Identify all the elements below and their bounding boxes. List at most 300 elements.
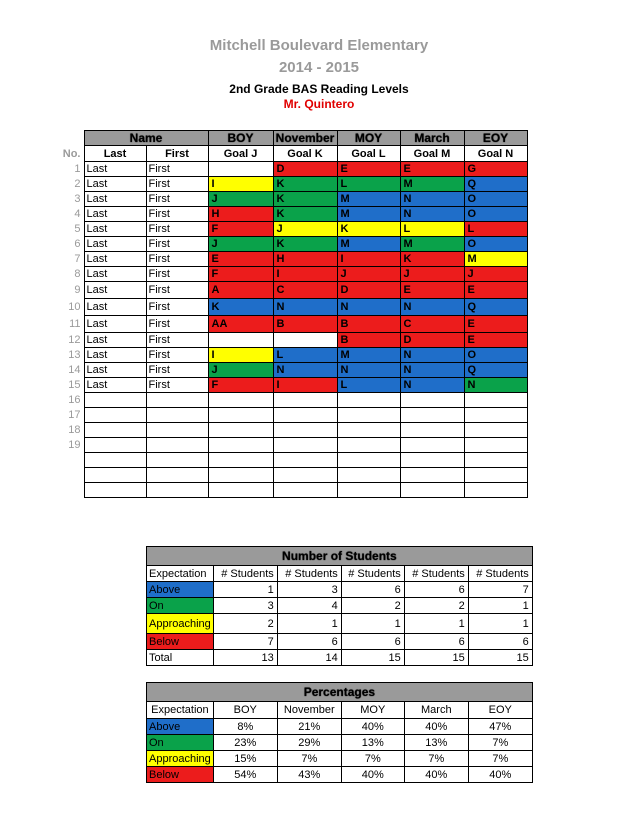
first-name-cell: First [146,299,208,316]
column-header: Goal N [464,146,527,162]
reading-level-cell: E [208,252,273,267]
reading-level-cell: J [208,192,273,207]
row-number: 4 [74,208,81,220]
row-number: 5 [74,223,81,235]
first-name-cell: First [146,348,208,363]
value-cell: 23% [213,735,277,751]
row-number: 14 [68,364,81,376]
last-name-cell: Last [84,222,146,237]
value-cell: 21% [277,719,341,735]
reading-level-cell: E [337,162,400,177]
counts-row [147,634,533,650]
reading-level-cell: E [464,333,527,348]
counts-header-row [147,566,533,582]
reading-level-cell [400,453,464,468]
student-row [52,408,527,423]
reading-level-cell [273,393,337,408]
value-cell: 7% [341,751,404,767]
last-name-cell: Last [84,363,146,378]
first-name-cell: First [146,333,208,348]
reading-level-cell [464,423,527,438]
reading-level-cell: N [400,378,464,393]
reading-level-cell: D [400,333,464,348]
reading-level-cell: M [400,177,464,192]
reading-level-cell [337,408,400,423]
reading-level-cell [273,423,337,438]
teacher-name: Mr. Quintero [283,97,355,111]
student-row [52,453,527,468]
reading-level-cell [400,393,464,408]
row-number [52,468,84,483]
row-number: 7 [74,253,81,265]
value-cell: 1 [468,598,532,614]
reading-level-cell: H [273,252,337,267]
value-cell: 43% [277,767,341,783]
percentages-row [147,735,533,751]
reading-level-cell: J [208,237,273,252]
column-header: First [146,146,208,162]
counts-row [147,614,533,634]
reading-level-cell: K [400,252,464,267]
expectation-label: Approaching [147,614,214,634]
expectation-label: Total [147,650,214,666]
period-header: EOY [464,131,527,146]
column-header: November [277,702,341,719]
period-header: MOY [337,131,400,146]
number-column-header: No. [62,147,81,160]
reading-level-cell: J [208,363,273,378]
row-number: 18 [68,424,81,436]
value-cell: 7% [468,751,532,767]
expectation-label: Below [147,634,214,650]
value-cell: 6 [341,582,404,598]
reading-level-cell: E [464,282,527,299]
last-name-cell [84,468,146,483]
value-cell: 13% [404,735,468,751]
last-name-cell [84,423,146,438]
last-name-cell: Last [84,162,146,177]
student-row [52,177,527,192]
reading-level-cell: K [337,222,400,237]
value-cell: 40% [404,719,468,735]
reading-level-cell: E [400,282,464,299]
reading-level-cell: O [464,207,527,222]
reading-level-cell: I [337,252,400,267]
reading-level-cell [400,468,464,483]
reading-level-cell [208,423,273,438]
reading-level-cell: K [273,237,337,252]
reading-level-cell [337,468,400,483]
value-cell: 1 [341,614,404,634]
reading-level-cell [337,453,400,468]
value-cell: 40% [468,767,532,783]
reading-level-cell: F [208,222,273,237]
row-number: 9 [74,284,81,296]
reading-level-cell: B [337,333,400,348]
student-row [52,316,527,333]
spacer-cell [52,131,84,146]
expectation-label: On [147,598,214,614]
value-cell: 13 [213,650,277,666]
last-name-cell: Last [84,299,146,316]
first-name-cell [146,393,208,408]
first-name-cell [146,453,208,468]
column-header: Goal J [208,146,273,162]
reading-level-cell: O [464,237,527,252]
reading-level-cell: G [464,162,527,177]
value-cell: 1 [404,614,468,634]
column-header: # Students [468,566,532,582]
expectation-label: Approaching [147,751,214,767]
reading-level-cell: I [208,177,273,192]
reading-level-cell [464,438,527,453]
school-year: 2014 - 2015 [278,59,360,76]
reading-level-cell: D [337,282,400,299]
column-header-row [52,146,527,162]
reading-level-cell [208,468,273,483]
reading-level-cell: Q [464,299,527,316]
value-cell: 54% [213,767,277,783]
student-row [52,348,527,363]
last-name-cell: Last [84,177,146,192]
reading-level-cell [400,438,464,453]
reading-level-cell: K [208,299,273,316]
column-header: BOY [213,702,277,719]
percentages-row [147,767,533,783]
expectation-label: Above [147,719,214,735]
value-cell: 13% [341,735,404,751]
expectation-label: On [147,735,214,751]
value-cell: 6 [341,634,404,650]
percentages-row [147,719,533,735]
value-cell: 29% [277,735,341,751]
row-number: 2 [74,178,81,190]
first-name-cell: First [146,162,208,177]
value-cell: 14 [277,650,341,666]
row-number: 8 [74,268,81,280]
reading-level-cell [273,333,337,348]
value-cell: 2 [341,598,404,614]
reading-level-cell [208,393,273,408]
value-cell: 15% [213,751,277,767]
reading-level-cell: M [337,192,400,207]
last-name-cell: Last [84,282,146,299]
reading-level-cell: I [208,348,273,363]
student-row [52,299,527,316]
reading-level-cell [273,453,337,468]
first-name-cell: First [146,252,208,267]
last-name-cell: Last [84,378,146,393]
reading-level-cell: M [337,207,400,222]
period-header: March [400,131,464,146]
reading-level-cell: J [273,222,337,237]
reading-level-cell: L [464,222,527,237]
percentages-title-row [147,683,533,702]
reading-level-cell: L [400,222,464,237]
student-row [52,282,527,299]
reading-level-cell: N [400,363,464,378]
reading-level-cell: N [273,299,337,316]
reading-level-cell: I [273,267,337,282]
last-name-cell: Last [84,348,146,363]
value-cell: 7 [468,582,532,598]
reading-level-cell: M [400,237,464,252]
value-cell: 40% [404,767,468,783]
reading-level-cell: L [337,378,400,393]
reading-level-cell: D [273,162,337,177]
value-cell: 2 [213,614,277,634]
column-header: # Students [341,566,404,582]
column-header: Expectation [147,702,214,719]
reading-level-cell: A [208,282,273,299]
reading-level-cell: E [400,162,464,177]
value-cell: 2 [404,598,468,614]
value-cell: 4 [277,598,341,614]
expectation-label: Above [147,582,214,598]
counts-row [147,582,533,598]
name-group-header: Name [84,131,208,146]
student-row [52,162,527,177]
first-name-cell [146,408,208,423]
column-header: Goal M [400,146,464,162]
first-name-cell: First [146,267,208,282]
reading-level-cell: L [273,348,337,363]
last-name-cell [84,408,146,423]
first-name-cell [146,483,208,498]
reading-level-cell: N [400,207,464,222]
counts-row [147,650,533,666]
reading-level-cell [208,483,273,498]
row-number: 13 [68,349,81,361]
value-cell: 8% [213,719,277,735]
reading-level-cell: M [464,252,527,267]
counts-row [147,598,533,614]
row-number: 3 [74,193,81,205]
reading-level-cell [273,483,337,498]
value-cell: 1 [213,582,277,598]
number-of-students-table [146,546,533,666]
last-name-cell [84,438,146,453]
student-row [52,378,527,393]
student-row [52,192,527,207]
value-cell: 6 [277,634,341,650]
value-cell: 47% [468,719,532,735]
reading-level-cell: H [208,207,273,222]
reading-level-cell: E [464,316,527,333]
student-row [52,483,527,498]
row-number: 17 [68,409,81,421]
row-number [52,483,84,498]
column-header: # Students [277,566,341,582]
row-number: 11 [69,318,81,330]
counts-title-row [147,547,533,566]
reading-level-cell: Q [464,177,527,192]
student-row [52,222,527,237]
value-cell: 15 [341,650,404,666]
school-name: Mitchell Boulevard Elementary [209,37,429,54]
column-header: Goal L [337,146,400,162]
student-row [52,237,527,252]
first-name-cell: First [146,192,208,207]
reading-level-cell: N [337,299,400,316]
value-cell: 15 [468,650,532,666]
reading-level-cell [273,408,337,423]
period-header: BOY [208,131,273,146]
first-name-cell [146,438,208,453]
first-name-cell: First [146,177,208,192]
reading-level-cell: AA [208,316,273,333]
last-name-cell: Last [84,192,146,207]
column-header: # Students [213,566,277,582]
reading-level-cell: K [273,192,337,207]
first-name-cell [146,423,208,438]
reading-level-cell: M [337,348,400,363]
percentages-title: Percentages [147,683,533,702]
value-cell: 3 [213,598,277,614]
value-cell: 15 [404,650,468,666]
reading-level-cell: F [208,378,273,393]
last-name-cell: Last [84,316,146,333]
last-name-cell: Last [84,252,146,267]
reading-level-cell [208,333,273,348]
value-cell: 6 [468,634,532,650]
column-header: Last [84,146,146,162]
value-cell: 1 [277,614,341,634]
reading-level-cell [208,438,273,453]
reading-level-cell: N [273,363,337,378]
reading-level-cell [208,453,273,468]
reading-level-cell: N [400,192,464,207]
counts-title: Number of Students [147,547,533,566]
value-cell: 6 [404,634,468,650]
reading-level-cell [273,468,337,483]
row-number: 15 [68,379,81,391]
reading-level-cell: N [337,363,400,378]
percentages-row [147,751,533,767]
reading-level-cell: K [273,207,337,222]
column-header: # Students [404,566,468,582]
reading-level-cell: B [337,316,400,333]
first-name-cell: First [146,363,208,378]
reading-level-cell: F [208,267,273,282]
first-name-cell [146,468,208,483]
first-name-cell: First [146,222,208,237]
percentages-table [146,682,533,783]
column-header: EOY [468,702,532,719]
reading-level-cell: I [273,378,337,393]
reading-level-cell: B [273,316,337,333]
student-row [52,252,527,267]
reading-levels-table [52,130,528,498]
student-row [52,468,527,483]
last-name-cell [84,483,146,498]
reading-level-cell: C [273,282,337,299]
last-name-cell: Last [84,237,146,252]
value-cell: 40% [341,767,404,783]
last-name-cell: Last [84,267,146,282]
reading-level-cell [464,408,527,423]
last-name-cell: Last [84,333,146,348]
first-name-cell: First [146,316,208,333]
reading-level-cell: O [464,192,527,207]
first-name-cell: First [146,282,208,299]
column-header: Goal K [273,146,337,162]
value-cell: 1 [468,614,532,634]
reading-level-cell [337,483,400,498]
reading-level-cell: O [464,348,527,363]
reading-level-cell [208,162,273,177]
row-number: 16 [68,394,81,406]
reading-level-cell [464,483,527,498]
student-row [52,267,527,282]
reading-level-cell [337,393,400,408]
value-cell: 7% [404,751,468,767]
reading-level-cell [337,423,400,438]
reading-level-cell: J [464,267,527,282]
reading-level-cell [400,483,464,498]
reading-level-cell: J [337,267,400,282]
reading-level-cell: N [400,348,464,363]
first-name-cell: First [146,237,208,252]
last-name-cell: Last [84,207,146,222]
reading-level-cell: J [400,267,464,282]
reading-level-cell [208,408,273,423]
reading-level-cell [400,408,464,423]
reading-level-cell: M [337,237,400,252]
value-cell: 7% [468,735,532,751]
reading-level-cell: Q [464,363,527,378]
row-number: 12 [68,334,81,346]
student-row [52,333,527,348]
row-number: 10 [68,301,81,313]
percentages-header-row [147,702,533,719]
report-subtitle: 2nd Grade BAS Reading Levels [229,82,409,96]
expectation-label: Below [147,767,214,783]
column-header: Expectation [147,566,214,582]
reading-level-cell [337,438,400,453]
period-header: November [273,131,337,146]
reading-level-cell: N [464,378,527,393]
reading-level-cell [464,453,527,468]
student-row [52,363,527,378]
last-name-cell [84,393,146,408]
row-number [52,453,84,468]
reading-level-cell: N [400,299,464,316]
column-header: March [404,702,468,719]
reading-level-cell: K [273,177,337,192]
row-number: 19 [68,439,81,451]
student-row [52,393,527,408]
value-cell: 6 [404,582,468,598]
value-cell: 7 [213,634,277,650]
reading-level-cell [464,468,527,483]
row-number: 6 [74,238,81,250]
value-cell: 7% [277,751,341,767]
first-name-cell: First [146,378,208,393]
value-cell: 40% [341,719,404,735]
student-row [52,207,527,222]
column-header: MOY [341,702,404,719]
reading-level-cell: C [400,316,464,333]
value-cell: 3 [277,582,341,598]
reading-level-cell: L [337,177,400,192]
reading-level-cell [464,393,527,408]
reading-level-cell [273,438,337,453]
student-row [52,438,527,453]
row-number: 1 [74,163,81,175]
student-row [52,423,527,438]
first-name-cell: First [146,207,208,222]
